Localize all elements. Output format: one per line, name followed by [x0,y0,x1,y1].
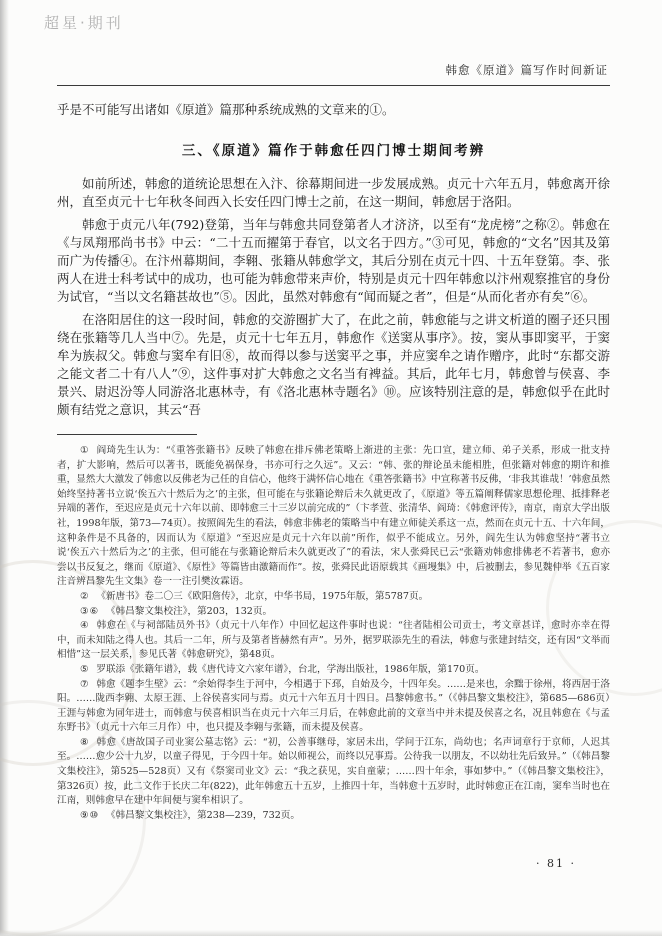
footnote [57,663,610,678]
footnote [57,809,610,824]
footnote-marker: ③⑥ [80,605,100,617]
footnote-marker: ② [80,590,90,602]
body-paragraph: 在洛阳居住的这一段时间，韩愈的交游圈扩大了，在此之前，韩愈能与之讲文析道的圈子还只围绕在张籍等几人当中⑦。先是，贞元十七年五月，韩愈作《送窦从事序》。按，窦从事即窦平，于窦牟为族叔父。韩愈与窦牟有旧⑧，故而得以参与送窦平之事，并应窦牟之请作赠序，此时“东都交游之能文者二十有八人”⑨，这件事对扩大韩愈之文名当有裨益。其后，此年七月，韩愈曾与侯喜、李景兴、尉迟汾等人同游洛北惠林寺，有《洛北惠林寺题名》⑩。应该特别注意的是，韩愈似乎在此时颇有结党之意识，其云“吾 [57,312,610,417]
footnote-text: 罗联添《张籍年谱》，载《唐代诗文六家年谱》，台北，学海出版社，1986年版，第170页。 [96,663,485,675]
footnote-text: 《韩昌黎文集校注》，第203，132页。 [105,605,273,617]
footnote-marker: ⑤ [80,663,90,675]
body-paragraph: 如前所述，韩愈的道统论思想在入汴、徐幕期间进一步发展成熟。贞元十六年五月，韩愈离开徐州，直至贞元十七年秋冬间西入长安任四门博士之前，在这一期间，韩愈居于洛阳。 [57,176,610,209]
footnote [57,678,610,736]
footnote-marker: ⑦ [80,678,90,690]
footnote-text: 韩愈《唐故国子司业窦公墓志铭》云：“初，公善事继母，家居未出，学问于江东，尚幼也；名声词章行于京师，人迟其至。……愈少公十九岁，以童子得见，于今四十年。始以师视公，而终以兄事焉。公待我一以朋友，不以幼壮先后致异。”（《韩昌黎文集校注》，第525—528页）又有《祭窦司业文》云：“我之获见，实自童蒙；……四十年余，事如梦中。”（《韩昌黎文集校注》，第326页）按，此二文作于长庆二年(822)，此年韩愈五十五岁，上推四十年，当韩愈十五岁时，此时韩愈正在江南，窦牟当时也在江南，则韩愈早在建中年间便与窦牟相识了。 [57,736,610,807]
page-content [57,62,610,823]
page-number: · 81 · [536,857,576,870]
footnote-marker: ⑨⑩ [80,809,100,821]
scan-edge-bottom [0,930,662,936]
footnote [57,590,610,605]
footnotes-block [57,444,610,823]
carryover-line: 乎是不可能写出诸如《原道》篇那种系统成熟的文章来的①。 [57,102,395,117]
footnote-marker: ① [80,445,90,456]
footnote-text: 阎琦先生认为：“《重答张籍书》反映了韩愈在排斥佛老策略上渐进的主张：先口宣，建立师、弟子关系，形成一批支持者，扩大影响，然后可以著书，既能免祸保身，书亦可行之久远”。又云：“韩、张的辩论虽未能相胜，但张籍对韩愈的期许和推重，显然大大激发了韩愈以反佛老为己任的自信心，他终于满怀信心地在《重答张籍书》中宣称著书反佛，‘非我其谁哉！’韩愈虽然始终坚持著书立说‘俟五六十然后为之’的主张，但可能在与张籍论辩后未久就更改了，《原道》等五篇阐释儒家思想伦理、抵排释老异端的著作，至迟应是贞元十六年以前、即韩愈三十三岁以前完成的”（卞孝萱、张清华、阎琦：《韩愈评传》，南京，南京大学出版社，1998年版，第73—74页）。按照阎先生的看法，韩愈非佛老的策略当中有建立师徒关系这一点，然而在贞元十五、十六年间，这种条件是不具备的，因而认为《原道》“至迟应是贞元十六年以前”所作，似乎不能成立。另外，阎先生认为韩愈坚持“著书立说‘俟五六十然后为之’的主张，但可能在与张籍论辩后未久就更改了”的看法，宋人张舜民已云“张籍劝韩愈排佛老不若著书，愈亦尝以书反复之，继而《原道》、《原性》等篇皆由激籍而作”。按，张舜民此语原载其《画墁集》中，后被删去，参见魏仲举《五百家注音辨昌黎先生文集》卷一一注引樊汝霖语。 [57,445,610,588]
footnote [57,444,610,590]
footnote-text: 《新唐书》卷二〇三《欧阳詹传》，北京，中华书局，1975年版，第5787页。 [96,590,429,602]
footnote [57,736,610,809]
platform-watermark-label: 超星·期刊 [44,14,124,32]
footnote [57,619,610,663]
footnote-text: 韩愈《题李生壁》云：“余始得李生于河中，今相遇于下邳，自始及今，十四年矣。……是来也，余黜于徐州，将西居于洛阳。……陇西李翱、太原王涯、上谷侯喜实同与焉。贞元十六年五月十四日。昌黎韩愈书。”（《韩昌黎文集校注》，第685—686页）王涯与韩愈为同年进士，而韩愈与侯喜相识当在贞元十六年三月后，在韩愈此前的文章当中并未提及侯喜之名，况且韩愈在《与孟东野书》（贞元十六年三月作）中，也只提及李翱与张籍，而未提及侯喜。 [57,678,610,734]
footnote-text: 韩愈在《与祠部陆员外书》（贞元十八年作）中回忆起这件事时也说：“往者陆相公司贡士，考文章甚详，愈时亦幸在得中，而未知陆之得人也。其后一二年，所与及第者皆赫然有声”。另外，据罗联添先生的看法，韩愈与张建封结交，还有因“文举而相惜”这一层关系，参见氏著《韩愈研究》，第48页。 [57,620,610,661]
footnote-text: 《韩昌黎文集校注》，第238—239，732页。 [105,809,300,821]
section-heading: 三、《原道》篇作于韩愈任四门博士期间考辨 [181,143,486,159]
header-rule [57,85,610,86]
article-body [57,101,610,419]
footnote [57,605,610,620]
body-paragraph: 韩愈于贞元八年(792)登第，当年与韩愈共同登第者人才济济，以至有“龙虎榜”之称②。韩愈在《与凤翔邢尚书书》中云：“二十五而擢第于春官，以文名于四方。”③可见，韩愈的“文名”因其及第而广为传播④。在汴州幕期间，李翱、张籍从韩愈学文，其后分别在贞元十四、十五年登第。李、张两人在进士科考试中的成功，也可能为韩愈带来声价，特别是贞元十四年韩愈以汴州观察推官的身份为试官，“当以文名籍甚故也”⑤。因此，虽然对韩愈有“闻而疑之者”，但是“从而化者亦有矣”⑥。 [57,217,610,304]
footnote-separator-rule [57,434,197,435]
running-head: 韩愈《原道》篇写作时间新证 [445,63,608,77]
footnote-marker: ⑧ [80,736,90,748]
footnote-marker: ④ [80,620,90,632]
